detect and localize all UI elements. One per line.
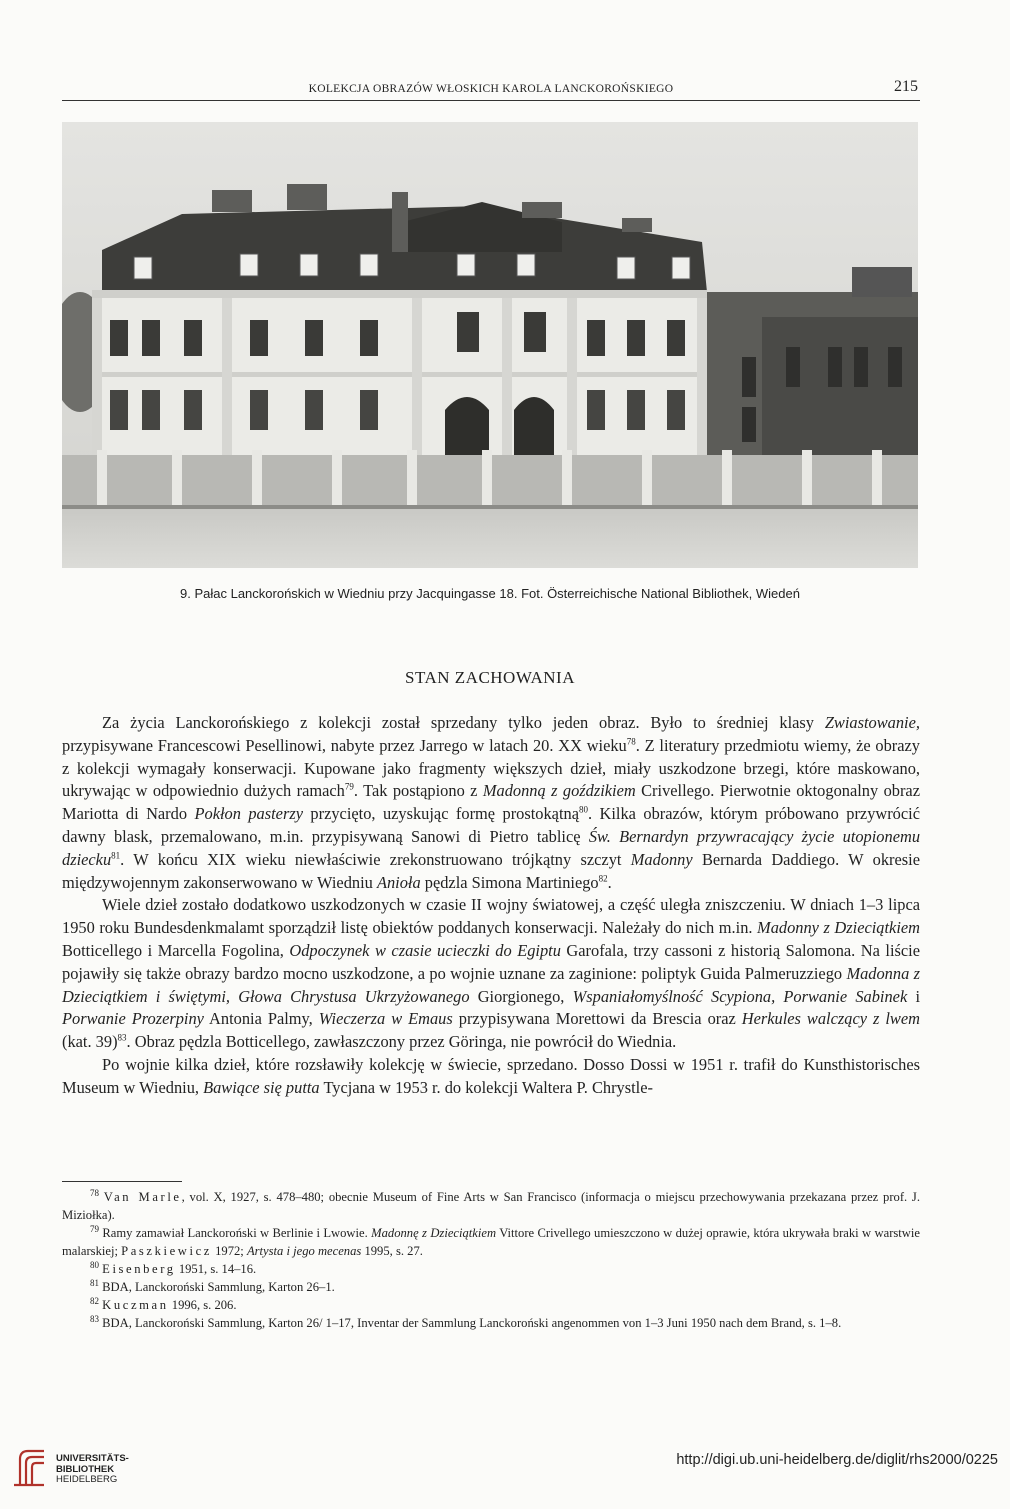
library-emblem-icon [10,1445,50,1489]
running-title: KOLEKCJA OBRAZÓW WŁOSKICH KAROLA LANCKOROŃSKIEGO [308,83,674,95]
paragraph-2: Wiele dzieł zostało dodatkowo uszkodzonych w czasie II wojny światowej, a część uległa zniszczeniu. W dniach 1–3 lipca 1950 roku Bundesdenkmalamt sporządził listę obiektów poddanych konserwacji. Należały do nich m.in. Madonny z Dzieciątkiem Botticellego i Marcella Fogolina, Odpoczynek w czasie ucieczki do Egiptu Garofala, trzy cassoni z historią Salomona. Na liście pojawiły się także obrazy bardzo mocno uszkodzone, a po wojnie uznane za zaginione: poliptyk Guida Palmeruzziego Madonna z Dzieciątkiem i świętymi, Głowa Chrystusa Ukrzyżowanego Giorgionego, Wspaniałomyślność Scypiona, Porwanie Sabinek i Porwanie Prozerpiny Antonia Palmy, Wieczerza w Emaus przypisywana Morettowi da Brescia oraz Herkules walczący z lwem (kat. 39)$^{83}$. Obraz pędzla Botticellego, zawłaszczony przez Göringa, nie powrócił do Wiednia. [62,895,920,1052]
library-name: UNIVERSITÄTS- BIBLIOTHEK HEIDELBERG [56,1453,129,1485]
footnote-82: $^{82}$ Kuczman 1996, s. 206. [90,1295,237,1312]
footnote-ref: 79 [344,781,354,792]
source-url-link[interactable]: http://digi.ub.uni-heidelberg.de/diglit/rhs2000/0225 [676,1452,998,1468]
running-header [62,80,920,101]
paragraph-1: Za życia Lanckorońskiego z kolekcji został sprzedany tylko jeden obraz. Było to średniej klasy Zwiastowanie, przypisywane Francescowi Pesellinowi, nabyte przez Jarrego w latach 20. XX wieku$^{78}$. Z literatury przedmiotu wiemy, że obrazy z kolekcji wymagały konserwacji. Kupowane jako fragmenty większych dzieł, miały uszkodzone brzegi, które maskowano, ukrywając w odpowiednio dużych ramach$^{79}$. Tak postąpiono z Madonną z goździkiem Crivellego. Pierwotnie oktogonalny obraz Mariotta di Nardo Pokłon pasterzy przycięto, uzyskując formę prostokątną$^{80}$. Kilka obrazów, którym próbowano przywrócić dawny blask, przemalowano, m.in. przypisywaną Sanowi di Pietro tablicę Św. Bernardyn przywracający życie utopionemu dziecku$^{81}$. W końcu XIX wieku niewłaściwie zrekonstruowano trójkątny szczyt Madonny Bernarda Daddiego. W okresie międzywojennym zakonserwowano w Wiedniu Anioła pędzla Simona Martiniego$^{82}$. [62,713,921,892]
palace-photograph [62,122,918,568]
footnote-83: $^{83}$ BDA, Lanckoroński Sammlung, Karton 26/ 1–17, Inventar der Sammlung Lanckoroński angenommen von 1–3 Juni 1950 nach dem Brand, s. 1–8. [90,1313,842,1330]
library-logo[interactable] [8,1443,168,1493]
footnote-ref: 82 [598,873,608,884]
page-number: 215 [894,78,918,95]
footnote-ref: 80 [578,804,588,815]
footnote-ref: 78 [626,736,636,747]
footnote-divider [62,1181,182,1182]
footnote-81: $^{81}$ BDA, Lanckoroński Sammlung, Karton 26–1. [90,1277,335,1294]
footnote-79: $^{79}$ Ramy zamawiał Lanckoroński w Berlinie i Lwowie. Madonnę z Dzieciątkiem Vittore Crivellego umieszczono w dużej oprawie, która ukrywała braki w warstwie malarskiej; Paszkiewicz 1972; Artysta i jego mecenas 1995, s. 27. [62,1223,920,1258]
footnote-78: $^{78}$ Van Marle, vol. X, 1927, s. 478–480; obecnie Museum of Fine Arts w San Francisco (informacja o miejscu przechowywania przekazana przez prof. J. Miziołka). [62,1187,920,1222]
section-heading: STAN ZACHOWANIA [405,668,575,687]
body-text [62,712,920,1100]
footnote-ref: 83 [117,1032,127,1043]
palace-illustration [62,122,918,568]
footnotes [62,1188,920,1332]
paragraph-3: Po wojnie kilka dzieł, które rozsławiły kolekcję w świecie, sprzedano. Dosso Dossi w 1951 r. trafił do Kunsthistorisches Museum w Wiedniu, Bawiące się putta Tycjana w 1953 r. do kolekcji Waltera P. Chrystle- [62,1054,920,1097]
figure-caption: 9. Pałac Lanckorońskich w Wiedniu przy Jacquingasse 18. Fot. Österreichische National Bibliothek, Wiedeń [180,586,800,601]
footnote-80: $^{80}$ Eisenberg 1951, s. 14–16. [90,1259,257,1276]
footnote-ref: 81 [111,850,121,861]
